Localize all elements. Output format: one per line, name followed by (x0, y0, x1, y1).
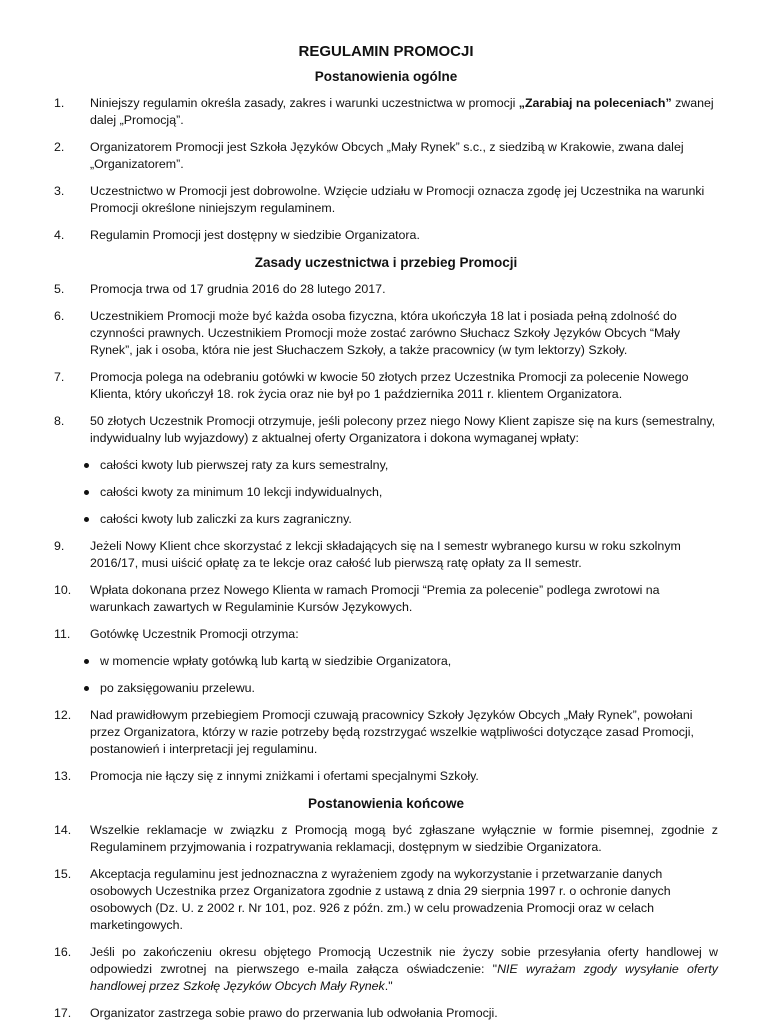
list-item (54, 281, 718, 298)
list-item (54, 538, 718, 572)
item-number: 15. (54, 867, 72, 881)
list-item (54, 768, 718, 785)
bullet-list (54, 653, 718, 697)
list-item (54, 707, 718, 758)
item-number: 1. (54, 96, 65, 110)
list-item (54, 227, 718, 244)
bullet-text: całości kwoty za minimum 10 lekcji indywidualnych, (100, 485, 383, 499)
item-text: Uczestnikiem Promocji może być każda osoba fizyczna, która ukończyła 18 lat i posiada pełną zdolność do czynności prawnych. Uczestnikiem Promocji może zostać zarówno Słuchacz Szkoły Języków Obcych “Mały Rynek”, jak i osoba, która nie jest Słuchaczem Szkoły, a także pracownicy (w tym lektorzy) Szkoły. (90, 309, 681, 357)
bullet-item (54, 484, 718, 501)
item-text: Organizatorem Promocji jest Szkoła Języków Obcych „Mały Rynek” s.c., z siedzibą w Krakowie, zwana dalej „Organizatorem”. (90, 140, 684, 171)
item-number: 3. (54, 184, 65, 198)
list-item (54, 1005, 718, 1022)
bullet-list (54, 457, 718, 528)
bullet-icon (84, 463, 89, 468)
list-item (54, 944, 718, 995)
document-title: REGULAMIN PROMOCJI (298, 43, 474, 60)
bullet-text: w momencie wpłaty gotówką lub kartą w siedzibie Organizatora, (100, 654, 452, 668)
item-text: Gotówkę Uczestnik Promocji otrzyma: (90, 627, 299, 641)
item-number: 14. (54, 823, 72, 837)
item-text: Promocja nie łączy się z innymi zniżkami i ofertami specjalnymi Szkoły. (90, 769, 479, 783)
item-text: Promocja trwa od 17 grudnia 2016 do 28 lutego 2017. (90, 282, 386, 296)
bullet-text: po zaksięgowaniu przelewu. (100, 681, 255, 695)
item-text: Jeśli po zakończeniu okresu objętego Promocją Uczestnik nie życzy sobie przesyłania oferty handlowej w odpowiedzi zwrotnej na pierwszego e-maila załącza oświadczenie: " (90, 945, 718, 976)
item-text: Niniejszy regulamin określa zasady, zakres i warunki uczestnictwa w promocji (90, 96, 519, 110)
item-number: 11. (54, 627, 71, 641)
bullet-item (54, 653, 718, 670)
bullet-icon (84, 517, 89, 522)
item-number: 5. (54, 282, 65, 296)
item-number: 12. (54, 708, 72, 722)
item-text: zwanej dalej „Promocją”. (90, 96, 714, 127)
list-item (54, 822, 718, 856)
bullet-icon (84, 659, 89, 664)
list-item (54, 369, 718, 403)
list-item (54, 582, 718, 616)
promotion-name: „Zarabiaj na poleceniach” (518, 96, 672, 110)
list-item (54, 866, 718, 934)
section-heading-general: Postanowienia ogólne (314, 69, 458, 84)
item-text: Wszelkie reklamacje w związku z Promocją mogą być zgłaszane wyłącznie w formie pisemnej, zgodnie z Regulaminem przyjmowania i rozpatrywania reklamacji, dostępnym w siedzibie Organizatora. (90, 823, 718, 854)
item-text: Organizator zastrzega sobie prawo do przerwania lub odwołania Promocji. (90, 1006, 498, 1020)
item-text: Wpłata dokonana przez Nowego Klienta w ramach Promocji “Premia za polecenie” podlega zwrotowi na warunkach zawartych w Regulaminie Kursów Językowych. (90, 583, 660, 614)
opt-out-statement: NIE wyrażam zgody wysyłanie oferty handlowej przez Szkołę Języków Obcych Mały Rynek (90, 962, 718, 993)
item-number: 10. (54, 583, 72, 597)
bullet-icon (84, 686, 89, 691)
bullet-icon (84, 490, 89, 495)
item-text: Uczestnictwo w Promocji jest dobrowolne. Wzięcie udziału w Promocji oznacza zgodę jej Uczestnika na warunki Promocji określone niniejszym regulaminem. (90, 184, 705, 215)
bullet-item (54, 680, 718, 697)
item-text: 50 złotych Uczestnik Promocji otrzymuje, jeśli polecony przez niego Nowy Klient zapisze się na kurs (semestralny, indywidualny lub wyjazdowy) z aktualnej oferty Organizatora i dokona wymaganej wpłaty: (90, 414, 716, 445)
section-heading-rules: Zasady uczestnictwa i przebieg Promocji (254, 255, 518, 270)
list-item (54, 308, 718, 359)
item-text: Jeżeli Nowy Klient chce skorzystać z lekcji składających się na I semestr wybranego kursu w roku szkolnym 2016/17, musi uiścić opłatę za te lekcje oraz całość lub pierwszą ratę opłaty za II semestr. (90, 539, 681, 570)
item-number: 6. (54, 309, 65, 323)
item-text: Promocja polega na odebraniu gotówki w kwocie 50 złotych przez Uczestnika Promocji za polecenie Nowego Klienta, który ukończył 18. rok życia oraz nie był po 1 października 2011 r. klientem Organizatora. (90, 370, 689, 401)
item-text: Regulamin Promocji jest dostępny w siedzibie Organizatora. (90, 228, 420, 242)
section-heading-final: Postanowienia końcowe (307, 796, 465, 811)
list-item (54, 95, 718, 129)
item-number: 4. (54, 228, 65, 242)
item-number: 8. (54, 414, 65, 428)
bullet-item (54, 457, 718, 474)
item-number: 16. (54, 945, 72, 959)
bullet-text: całości kwoty lub zaliczki za kurs zagraniczny. (100, 512, 352, 526)
list-item (54, 626, 718, 643)
list-item (54, 413, 718, 447)
item-text: ." (384, 979, 393, 993)
list-item (54, 183, 718, 217)
item-number: 9. (54, 539, 65, 553)
item-number: 17. (54, 1006, 72, 1020)
item-number: 7. (54, 370, 65, 384)
item-number: 2. (54, 140, 65, 154)
item-number: 13. (54, 769, 72, 783)
list-item (54, 139, 718, 173)
item-text: Nad prawidłowym przebiegiem Promocji czuwają pracownicy Szkoły Języków Obcych „Mały Rynek”, powołani przez Organizatora, którzy w razie potrzeby będą rozstrzygać wszelkie wątpliwości dotyczące zasad Promocji, postanowień i interpretacji jej regulaminu. (90, 708, 694, 756)
item-text: Akceptacja regulaminu jest jednoznaczna z wyrażeniem zgody na wykorzystanie i przetwarzanie danych osobowych Uczestnika przez Organizatora zgodnie z ustawą z dnia 29 sierpnia 1997 r. o ochronie danych osobowych (Dz. U. z 2002 r. Nr 101, poz. 926 z późn. zm.) w celu prowadzenia Promocji oraz w celach marketingowych. (90, 867, 671, 932)
bullet-item (54, 511, 718, 528)
bullet-text: całości kwoty lub pierwszej raty za kurs semestralny, (100, 458, 389, 472)
